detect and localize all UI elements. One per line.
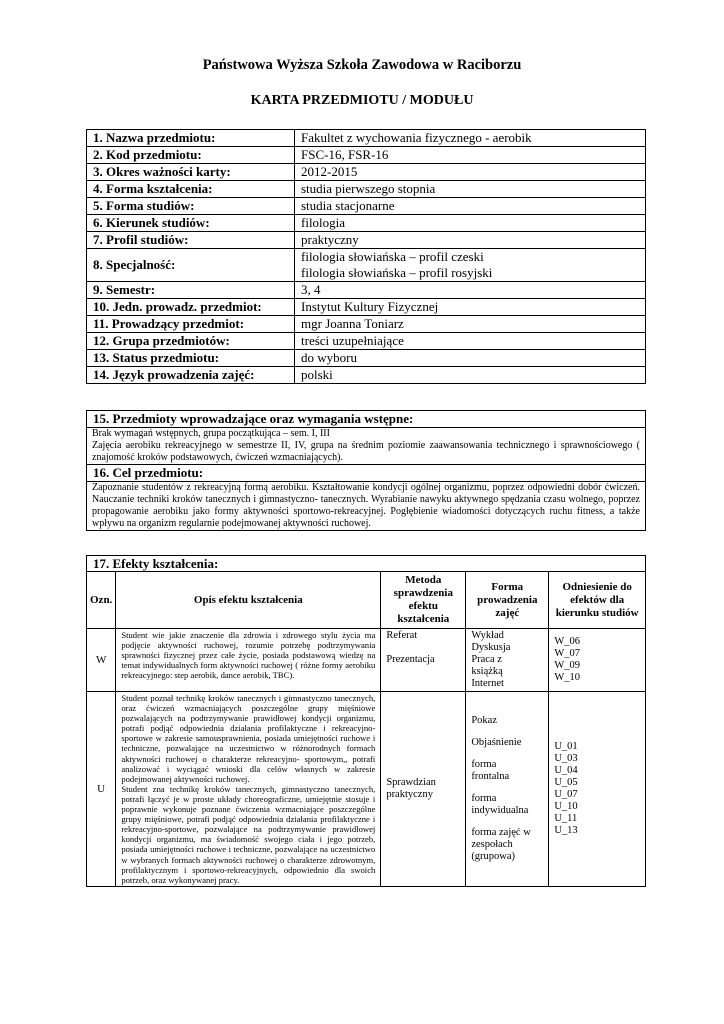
info-value: Instytut Kultury Fizycznej <box>295 299 646 316</box>
prerequisites-line: Zajęcia aerobiku rekreacyjnego w semestrze II, IV, grupa na średnim poziomie zaawansowania technicznego i sprawnościowego ( znajomość kroków podstawowych, ćwiczeń wzmacniających). <box>92 440 640 463</box>
info-value: studia pierwszego stopnia <box>295 181 646 198</box>
prerequisites-line: Brak wymagań wstępnych, grupa początkująca – sem. I, III <box>92 428 330 439</box>
section-17-heading: 17. Efekty kształcenia: <box>87 556 646 572</box>
method-item: Referat <box>386 630 418 641</box>
reference-code: W_06 <box>554 636 580 647</box>
specialty-line: filologia słowiańska – profil rosyjski <box>301 265 493 280</box>
reference-code: U_10 <box>554 800 578 812</box>
info-label: 8. Specjalność: <box>87 249 295 282</box>
form-item: książką <box>471 666 503 677</box>
info-value: do wyboru <box>295 350 646 367</box>
form-item: (grupowa) <box>471 850 516 862</box>
form-item: forma <box>471 758 497 770</box>
info-label: 1. Nazwa przedmiotu: <box>87 130 295 147</box>
reference-code: W_07 <box>554 648 580 659</box>
method-item: praktyczny <box>386 788 433 800</box>
reference-code: W_10 <box>554 672 580 683</box>
info-label: 14. Język prowadzenia zajęć: <box>87 367 295 384</box>
info-label: 5. Forma studiów: <box>87 198 295 215</box>
info-value: FSC-16, FSR-16 <box>295 147 646 164</box>
reference-code: U_11 <box>554 812 578 824</box>
reference-code: W_09 <box>554 660 580 671</box>
reference-code: U_04 <box>554 764 578 776</box>
outcome-paragraph: Student poznał technikę kroków tanecznych i gimnastyczno tanecznych, oraz ćwiczeń wzmacniających poszczególne grupy mięśniowe pozwalających na podtrzymywanie prawidłowej kondycji organizmu, potrafi podjąć odpowiednia działania profilaktyczne i rekreacyjno-sportowe w zakresie samousprawnienia, posiada umiejętności ruchowe i techniczne, pozwalające na uczestnictwo w różnorodnych formach aktywności ruchowej o charakterze rekreacyjno- sportowym,, potrafi analizować i wyciągać wnioski dla celów własnych w zakresie podejmowanej aktywności ruchowej. <box>121 693 376 784</box>
outcome-code: U <box>87 692 116 887</box>
document-title: KARTA PRZEDMIOTU / MODUŁU <box>250 93 474 108</box>
col-header-forma: Forma prowadzenia zajęć <box>466 572 549 629</box>
form-item: forma zajęć w <box>471 826 531 838</box>
info-label: 9. Semestr: <box>87 282 295 299</box>
info-row <box>87 282 646 299</box>
info-label: 7. Profil studiów: <box>87 232 295 249</box>
verification-method <box>381 629 466 692</box>
info-row <box>87 249 646 282</box>
info-row <box>87 350 646 367</box>
info-row <box>87 181 646 198</box>
course-goal-text: Zapoznanie studentów z rekreacyjną formą aerobiku. Kształtowanie kondycji ogólnej organizmu, poprzez odpowiedni dobór ćwiczeń. Nauczanie techniki kroków tanecznych i gimnastyczno- tanecznych. Wyrabianie nawyku aktywnego spędzania czasu wolnego, poprzez propagowanie aerobiku jako formy aktywności sportowo-rekreacyjnej. Pogłębienie wiadomości dotyczących ruchu fitness, a także wpływu na organizm regularnie podejmowanej aktywności ruchowej. <box>87 482 646 531</box>
info-value: filologia <box>295 215 646 232</box>
institution-name: Państwowa Wyższa Szkoła Zawodowa w Raciborzu <box>202 57 522 73</box>
form-item: forma <box>471 792 497 804</box>
info-label: 10. Jedn. prowadz. przedmiot: <box>87 299 295 316</box>
reference-code: U_01 <box>554 740 578 752</box>
info-label: 6. Kierunek studiów: <box>87 215 295 232</box>
info-row <box>87 316 646 333</box>
info-value: 2012-2015 <box>295 164 646 181</box>
info-label: 2. Kod przedmiotu: <box>87 147 295 164</box>
info-label: 11. Prowadzący przedmiot: <box>87 316 295 333</box>
section-15-heading: 15. Przedmioty wprowadzające oraz wymagania wstępne: <box>87 411 646 428</box>
reference-code: U_07 <box>554 788 578 800</box>
reference-code: U_03 <box>554 752 578 764</box>
verification-method <box>381 692 466 887</box>
specialty-line: filologia słowiańska – profil czeski <box>301 249 484 264</box>
reference-code: U_13 <box>554 824 578 836</box>
outcome-references <box>549 629 646 692</box>
form-item: indywidualna <box>471 804 529 816</box>
info-row <box>87 299 646 316</box>
form-item: zespołach <box>471 838 513 850</box>
outcome-row-u <box>87 692 646 887</box>
col-header-opis: Opis efektu kształcenia <box>116 572 381 629</box>
method-item: Sprawdzian <box>386 776 436 788</box>
info-row <box>87 367 646 384</box>
info-row <box>87 164 646 181</box>
form-item: Pokaz <box>471 714 497 726</box>
info-row <box>87 130 646 147</box>
info-row <box>87 333 646 350</box>
col-header-odniesienie: Odniesienie do efektów dla kierunku studiów <box>549 572 646 629</box>
info-value: polski <box>295 367 646 384</box>
outcome-description: Student wie jakie znaczenie dla zdrowia i zdrowego stylu życia ma podjęcie aktywności ruchowej, rozumie potrzebę podtrzymywania sprawności fizycznej przez całe życie, posiada podstawową wiedzę na temat indywidualnych form aktywności ruchowej ( różne formy aerobiku rekreacyjnego: step aerobik, dance aerobik, TBC). <box>116 629 381 692</box>
info-value: treści uzupełniające <box>295 333 646 350</box>
info-value: Fakultet z wychowania fizycznego - aerobik <box>295 130 646 147</box>
col-header-metoda: Metoda sprawdzenia efektu kształcenia <box>381 572 466 629</box>
info-value: praktyczny <box>295 232 646 249</box>
form-item: Objaśnienie <box>471 736 522 748</box>
course-info-table <box>86 129 646 384</box>
col-header-ozn: Ozn. <box>87 572 116 629</box>
info-value <box>295 249 646 282</box>
info-row <box>87 215 646 232</box>
form-item: Praca z <box>471 654 502 665</box>
form-item: Dyskusja <box>471 642 511 653</box>
info-label: 13. Status przedmiotu: <box>87 350 295 367</box>
outcome-paragraph: Student zna technikę kroków tanecznych, gimnastyczno tanecznych, potrafi łączyć je w proste układy choreograficzne, umiejętnie stosuje i poprawnie wykonuje poznane ćwiczenia wzmacniające poszczególne grupy mięśniowe, potrafi podjąć odpowiednia działania profilaktyczne i rekreacyjno-sportowe, pozwalające na podtrzymywanie prawidłowej kondycji organizmu, ma świadomość swojego ciała i jego potrzeb, posiada umiejętności ruchowe i techniczne, pozwalające na uczestnictwo w wybranych formach aktywności ruchowej o charakterze zdrowotnym, profilaktycznym i sportowo-rekreacyjnych, odpowiednio dla swoich potrzeb, oraz wykonywanej pracy. <box>121 783 376 885</box>
outcome-code: W <box>87 629 116 692</box>
method-item: Prezentacja <box>386 654 435 665</box>
outcome-description <box>116 692 381 887</box>
form-item: frontalna <box>471 770 510 782</box>
section-16-heading: 16. Cel przedmiotu: <box>87 465 646 482</box>
form-item: Internet <box>471 678 504 689</box>
outcome-references <box>549 692 646 887</box>
info-label: 12. Grupa przedmiotów: <box>87 333 295 350</box>
prerequisites-text <box>87 428 646 465</box>
class-form <box>466 629 549 692</box>
info-row <box>87 198 646 215</box>
class-form <box>466 692 549 887</box>
outcome-row-w <box>87 629 646 692</box>
info-row <box>87 232 646 249</box>
learning-outcomes-table <box>86 555 646 887</box>
info-value: 3, 4 <box>295 282 646 299</box>
info-label: 3. Okres ważności karty: <box>87 164 295 181</box>
reference-code: U_05 <box>554 776 578 788</box>
prerequisites-goal-table <box>86 410 646 531</box>
info-value: studia stacjonarne <box>295 198 646 215</box>
info-row <box>87 147 646 164</box>
info-value: mgr Joanna Toniarz <box>295 316 646 333</box>
form-item: Wykład <box>471 630 504 641</box>
info-label: 4. Forma kształcenia: <box>87 181 295 198</box>
